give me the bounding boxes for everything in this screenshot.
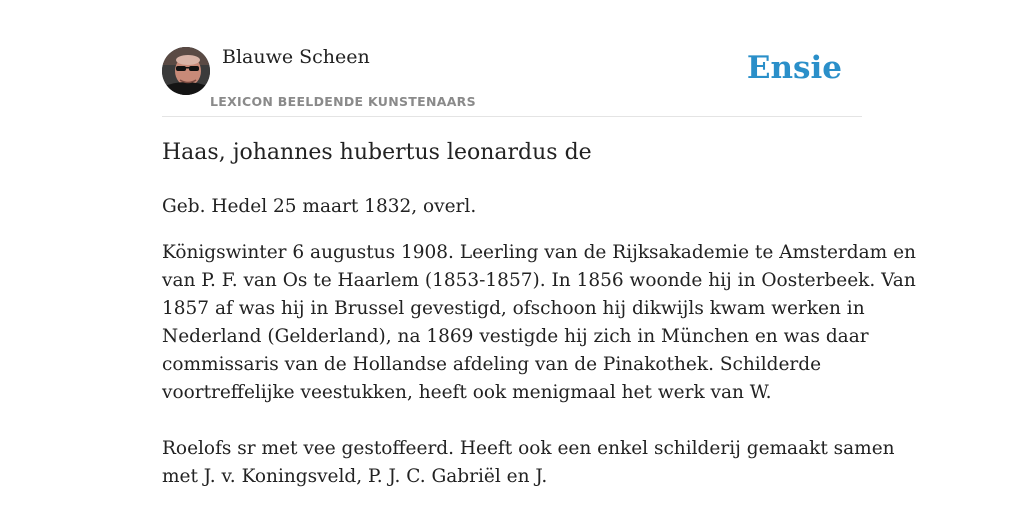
body-line: voortreffelijke veestukken, heeft ook menigmaal het werk van W. bbox=[162, 382, 772, 403]
body-line: van P. F. van Os te Haarlem (1853-1857). In 1856 woonde hij in Oosterbeek. Van bbox=[162, 270, 916, 291]
article-page bbox=[162, 0, 916, 512]
body-line: met J. v. Koningsveld, P. J. C. Gabriël en J. bbox=[162, 466, 548, 487]
article-body bbox=[162, 239, 916, 491]
body-line: Königswinter 6 augustus 1908. Leerling van de Rijksakademie te Amsterdam en bbox=[162, 242, 916, 263]
avatar-photo-icon bbox=[162, 47, 210, 95]
body-line: commissaris van de Hollandse afdeling van de Pinakothek. Schilderde bbox=[162, 354, 822, 375]
article-title: Haas, johannes hubertus leonardus de bbox=[162, 140, 592, 165]
paragraph-gap bbox=[162, 407, 916, 435]
author-avatar[interactable] bbox=[162, 47, 210, 95]
article-header bbox=[162, 0, 862, 117]
brand-logo-link[interactable]: Ensie bbox=[746, 50, 842, 86]
article-intro: Geb. Hedel 25 maart 1832, overl. bbox=[162, 196, 477, 217]
category-label[interactable]: LEXICON BEELDENDE KUNSTENAARS bbox=[210, 94, 476, 109]
author-name-link[interactable]: Blauwe Scheen bbox=[222, 46, 370, 68]
body-line: Nederland (Gelderland), na 1869 vestigde hij zich in München en was daar bbox=[162, 326, 869, 347]
body-line: 1857 af was hij in Brussel gevestigd, ofschoon hij dikwijls kwam werken in bbox=[162, 298, 865, 319]
body-line: Roelofs sr met vee gestoffeerd. Heeft ook een enkel schilderij gemaakt samen bbox=[162, 438, 895, 459]
